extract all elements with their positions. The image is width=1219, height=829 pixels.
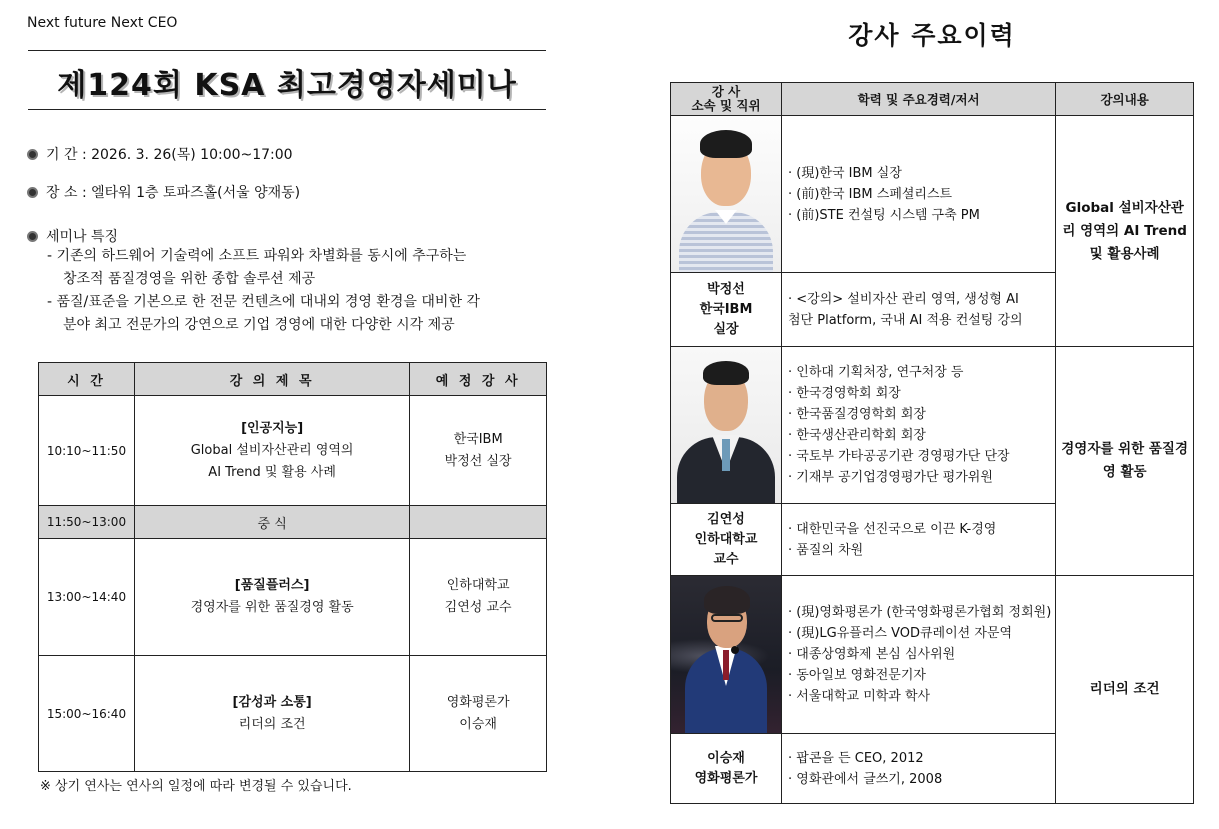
speaker-row: [671, 116, 1194, 273]
features-heading-text: 세미나 특징: [46, 229, 119, 245]
feature-line: 창조적 품질경영을 위한 종합 솔루션 제공: [63, 271, 316, 287]
session-time: 10:10~11:50: [39, 396, 135, 506]
header-speaker: 예 정 강 사: [410, 363, 547, 396]
speaker-photo: [671, 347, 781, 503]
career-item: · (現)LG유플러스 VOD큐레이션 자문역: [788, 623, 1055, 644]
career-item: · 인하대 기획처장, 연구처장 등: [788, 362, 1055, 383]
lunch-empty: [410, 506, 547, 539]
career-item: · (前)한국 IBM 스페셜리스트: [788, 184, 1055, 205]
header-speaker-line: 강 사: [711, 84, 741, 99]
header-career: 학력 및 주요경력/저서: [782, 83, 1056, 116]
feature-line: 분야 최고 전문가의 강연으로 기업 경영에 대한 다양한 시각 제공: [63, 317, 455, 333]
career-item: · 대종상영화제 본심 심사위원: [788, 644, 1055, 665]
speaker-name-line: 김연성: [707, 511, 745, 527]
session-time: 15:00~16:40: [39, 656, 135, 772]
speaker-name-cell: [671, 273, 782, 347]
session-category: [인공지능]: [241, 420, 304, 436]
session-category: [품질플러스]: [234, 578, 310, 593]
lunch-row: [39, 506, 547, 539]
period-line: [27, 144, 293, 164]
session-category: [감성과 소통]: [232, 694, 312, 710]
speaker-photo-cell: [671, 576, 782, 734]
bullet-icon: [27, 187, 38, 198]
session-speaker-line: 영화평론가: [446, 694, 510, 710]
table-row: [39, 656, 547, 772]
speaker-photo-cell: [671, 116, 782, 273]
career-item: · (現)한국 IBM 실장: [788, 163, 1055, 184]
speaker-photo: [671, 576, 781, 733]
works-item: · 대한민국을 선진국으로 이끈 K-경영: [788, 519, 1055, 540]
speaker-row: [671, 576, 1194, 734]
career-item: · 동아일보 영화전문기자: [788, 665, 1055, 686]
session-speaker-cell: [410, 539, 547, 656]
session-time: 13:00~14:40: [39, 539, 135, 656]
session-speaker-line: 한국IBM: [453, 431, 503, 447]
career-item: · (前)STE 컨설팅 시스템 구축 PM: [788, 205, 1055, 226]
speaker-topic: Global 설비자산관리 영역의 AI Trend 및 활용사례: [1056, 116, 1194, 347]
session-title-line: 경영자를 위한 품질경영 활동: [190, 600, 354, 615]
speaker-header-row: [671, 83, 1194, 116]
speaker-works-cell: [782, 273, 1056, 347]
speaker-name-line: 인하대학교: [694, 531, 758, 547]
title-bottom-rule: [28, 109, 546, 110]
speaker-photo-cell: [671, 347, 782, 504]
career-item: · 한국경영학회 회장: [788, 383, 1055, 404]
lunch-label: 중 식: [134, 506, 409, 539]
speaker-works-cell: [782, 504, 1056, 576]
speaker-name-cell: [671, 504, 782, 576]
works-item: · 품질의 차원: [788, 540, 1055, 561]
schedule-note: ※ 상기 연사는 연사의 일정에 따라 변경될 수 있습니다.: [40, 779, 352, 794]
page-title: 제124회 KSA 최고경영자세미나: [57, 68, 517, 103]
session-speaker-line: 이승재: [459, 716, 497, 732]
schedule-table: [38, 362, 547, 772]
career-item: · (現)영화평론가 (한국영화평론가협회 정회원): [788, 602, 1055, 623]
speaker-career-cell: [782, 116, 1056, 273]
tagline: Next future Next CEO: [27, 15, 178, 31]
works-item: · <강의> 설비자산 관리 영역, 생성형 AI: [788, 289, 1055, 310]
career-item: · 기재부 공기업경영평가단 평가위원: [788, 467, 1055, 488]
speaker-career-cell: [782, 576, 1056, 734]
speaker-name-line: 한국IBM: [699, 301, 753, 317]
works-item: 첨단 Platform, 국내 AI 적용 컨설팅 강의: [788, 312, 1023, 328]
career-item: · 한국품질경영학회 회장: [788, 404, 1055, 425]
features-heading: [27, 226, 118, 246]
works-item: · 영화관에서 글쓰기, 2008: [788, 769, 1055, 790]
header-time: 시 간: [39, 363, 135, 396]
bullet-icon: [27, 149, 38, 160]
session-title-cell: [134, 656, 409, 772]
career-item: · 국토부 가타공공기관 경영평가단 단장: [788, 446, 1055, 467]
session-speaker-line: 인하대학교: [446, 578, 510, 593]
session-speaker-cell: [410, 396, 547, 506]
session-title-line: AI Trend 및 활용 사례: [208, 464, 336, 480]
venue-line: [27, 182, 300, 202]
feature-line: - 기존의 하드웨어 기술력에 소프트 파워와 차별화를 동시에 추구하는: [47, 248, 467, 264]
title-top-rule: [28, 50, 546, 51]
venue-text: 장 소 : 엘타워 1층 토파즈홀(서울 양재동): [46, 185, 301, 201]
speaker-table: [670, 82, 1194, 804]
career-item: · 서울대학교 미학과 학사: [788, 686, 1055, 707]
speaker-topic: 리더의 조건: [1056, 576, 1194, 804]
schedule-header-row: [39, 363, 547, 396]
works-item: · 팝콘을 든 CEO, 2012: [788, 748, 1055, 769]
session-speaker-line: 박정선 실장: [444, 453, 512, 469]
speaker-name-line: 영화평론가: [694, 770, 758, 786]
header-speaker-line: 소속 및 직위: [691, 98, 761, 113]
header-title: 강 의 제 목: [134, 363, 409, 396]
speaker-photo: [671, 116, 781, 272]
speaker-name-line: 교수: [713, 551, 739, 567]
table-row: [39, 539, 547, 656]
speaker-name-line: 실장: [713, 321, 739, 337]
header-speaker: [671, 83, 782, 116]
header-topic: 강의내용: [1056, 83, 1194, 116]
session-title-line: Global 설비자산관리 영역의: [190, 442, 354, 458]
bullet-icon: [27, 231, 38, 242]
session-title-cell: [134, 396, 409, 506]
table-row: [39, 396, 547, 506]
session-speaker-cell: [410, 656, 547, 772]
speaker-topic: 경영자를 위한 품질경영 활동: [1056, 347, 1194, 576]
career-item: · 한국생산관리학회 회장: [788, 425, 1055, 446]
session-title-cell: [134, 539, 409, 656]
lunch-time: 11:50~13:00: [39, 506, 135, 539]
period-text: 기 간 : 2026. 3. 26(목) 10:00~17:00: [46, 147, 293, 163]
session-title-line: 리더의 조건: [238, 716, 306, 732]
feature-line: - 품질/표준을 기본으로 한 전문 컨텐츠에 대내외 경영 환경을 대비한 각: [47, 294, 480, 310]
speaker-works-cell: [782, 734, 1056, 804]
speaker-name-line: 이승재: [707, 750, 745, 766]
speaker-row: [671, 347, 1194, 504]
speaker-career-cell: [782, 347, 1056, 504]
speaker-section-title: 강사 주요이력: [848, 21, 1016, 50]
speaker-name-line: 박정선: [707, 281, 745, 297]
session-speaker-line: 김연성 교수: [444, 600, 512, 615]
speaker-name-cell: [671, 734, 782, 804]
